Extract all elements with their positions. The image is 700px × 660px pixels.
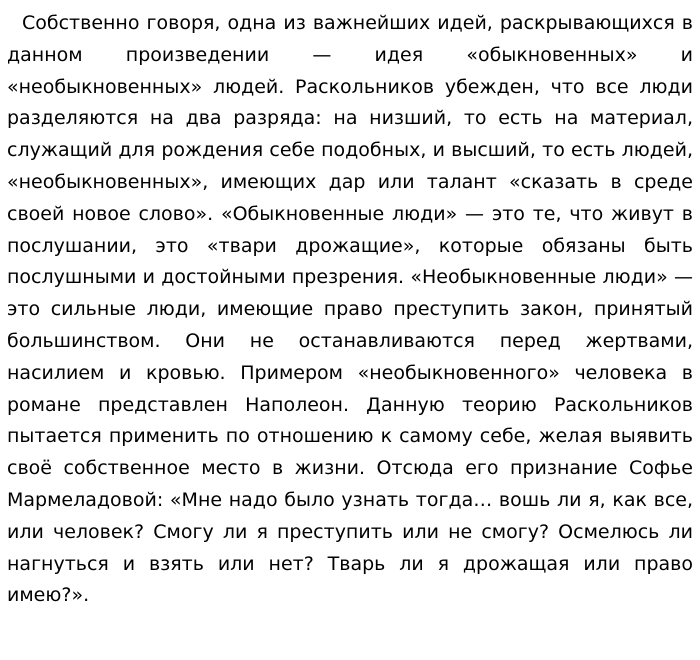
- essay-paragraph: Собственно говоря, одна из важнейших идей, раскрывающихся в данном произведении — идея «обыкновенных» и «необыкновенных» людей. Раскольников убежден, что все люди разделяются на два разряда: на низший, то есть на материал, служащий для рождения себе подобных, и высший, то есть людей, «необыкновенных», имеющих дар или талант «сказать в среде своей новое слово». «Обыкновенные люди» — это те, что живут в послушании, это «твари дрожащие», которые обязаны быть послушными и достойными презрения. «Необыкновенные люди» — это сильные люди, имеющие право преступить закон, принятый большинством. Они не останавливаются перед жертвами, насилием и кровью. Примером «необыкновенного» человека в романе представлен Наполеон. Данную теорию Раскольников пытается применить по отношению к самому себе, желая выявить своё собственное место в жизни. Отсюда его признание Софье Мармеладовой: «Мне надо было узнать тогда… вошь ли я, как все, или человек? Смогу ли я преступить или не смогу? Осмелюсь ли нагнуться и взять или нет? Тварь ли я дрожащая или право имею?».: [7, 12, 693, 607]
